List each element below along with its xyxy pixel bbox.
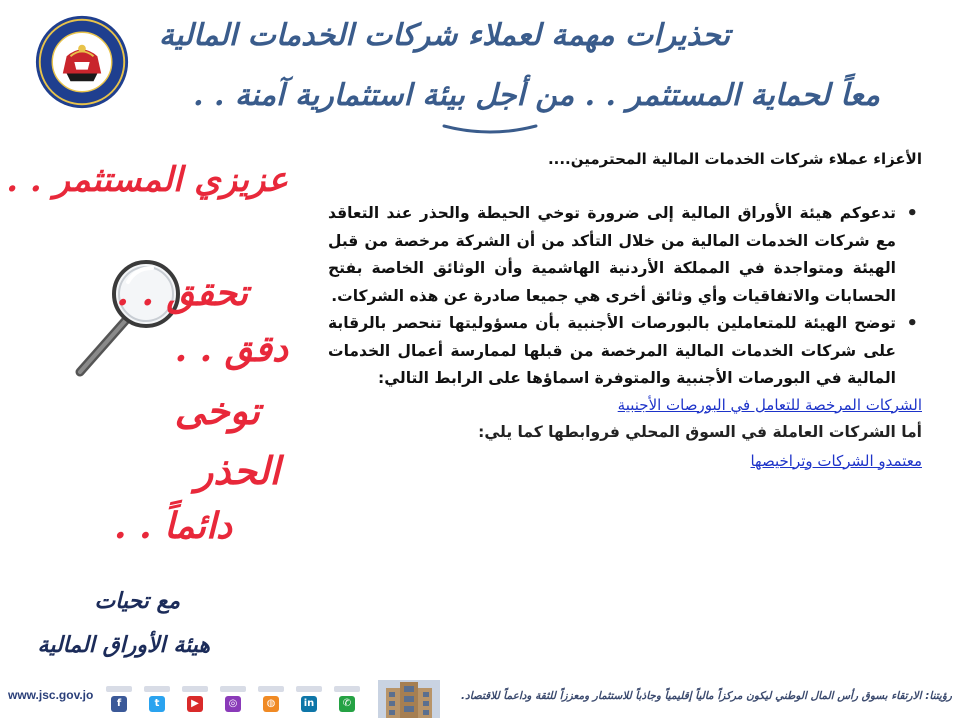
title-swash	[440, 122, 540, 136]
footer-bar	[0, 678, 960, 720]
local-market-text: أما الشركات العاملة في السوق المحلي فروابطها كما يلي:	[478, 422, 922, 441]
caution-word-2: الحذر	[195, 448, 280, 493]
social-label-placeholder	[220, 686, 246, 692]
social-label-placeholder	[144, 686, 170, 692]
greeting-text: الأعزاء عملاء شركات الخدمات المالية المحترمين....	[547, 150, 922, 168]
social-icon[interactable]: t	[149, 696, 165, 712]
always-text: دائماً . .	[114, 505, 232, 547]
signature-greeting: مع تحيات	[94, 588, 180, 614]
title-line-1: تحذيرات مهمة لعملاء شركات الخدمات المالية	[158, 18, 730, 53]
social-label-placeholder	[296, 686, 322, 692]
website-link[interactable]: www.jsc.gov.jo	[8, 688, 94, 702]
social-label-placeholder	[334, 686, 360, 692]
bullet-item: • تدعوكم هيئة الأوراق المالية إلى ضرورة توخي الحيطة والحذر عند التعاقد مع شركات الخدمات المالية من خلال التأكد من أن الشركة مرخصة من قبل الهيئة ومتواجدة في المملكة الأردنية الهاشمية وأن الوثائق الخاصة بفتح الحسابات والاتفاقيات وأي وثائق أخرى هي جميعا صادرة عن هذه الشركات.	[328, 200, 922, 310]
title-line-2: معاً لحماية المستثمر . . من أجل بيئة استثمارية آمنة . .	[193, 78, 880, 113]
social-icons-strip	[100, 684, 375, 714]
verify-text: تحقق . .	[116, 272, 248, 314]
social-label-placeholder	[106, 686, 132, 692]
social-label-placeholder	[182, 686, 208, 692]
foreign-exchanges-link[interactable]: الشركات المرخصة للتعامل في البورصات الأجنبية	[617, 395, 922, 414]
social-icon[interactable]: ◎	[225, 696, 241, 712]
signature-org: هيئة الأوراق المالية	[37, 632, 210, 658]
social-icon[interactable]: ✆	[339, 696, 355, 712]
caution-word-1: توخى	[174, 388, 260, 433]
social-icon[interactable]: in	[301, 696, 317, 712]
licensed-companies-link[interactable]: معتمدو الشركات وتراخيصها	[750, 451, 922, 470]
bullet-item: • توضح الهيئة للمتعاملين بالبورصات الأجنبية بأن مسؤوليتها تنحصر بالرقابة على شركات الخدمات المالية المرخصة من قبلها لممارسة أعمال الخدمات المالية في البورصات الأجنبية والمتوفرة اسماؤها على الرابط التالي:	[328, 310, 922, 393]
social-label-placeholder	[258, 686, 284, 692]
vision-statement: رؤيتنا: الارتقاء بسوق رأس المال الوطني ليكون مركزاً مالياً إقليمياً وجاذباً للاستثمار ومعززاً للثقة وداعماً للاقتصاد.	[461, 690, 952, 702]
social-icon[interactable]: f	[111, 696, 127, 712]
scrutinize-text: دقق . .	[174, 328, 288, 370]
social-icon[interactable]: ◍	[263, 696, 279, 712]
building-image	[378, 680, 440, 718]
main-content	[328, 148, 922, 473]
social-icon[interactable]: ▶	[187, 696, 203, 712]
dear-investor-heading: عزيزي المستثمر . .	[6, 160, 288, 200]
jsc-seal-logo	[34, 14, 130, 110]
